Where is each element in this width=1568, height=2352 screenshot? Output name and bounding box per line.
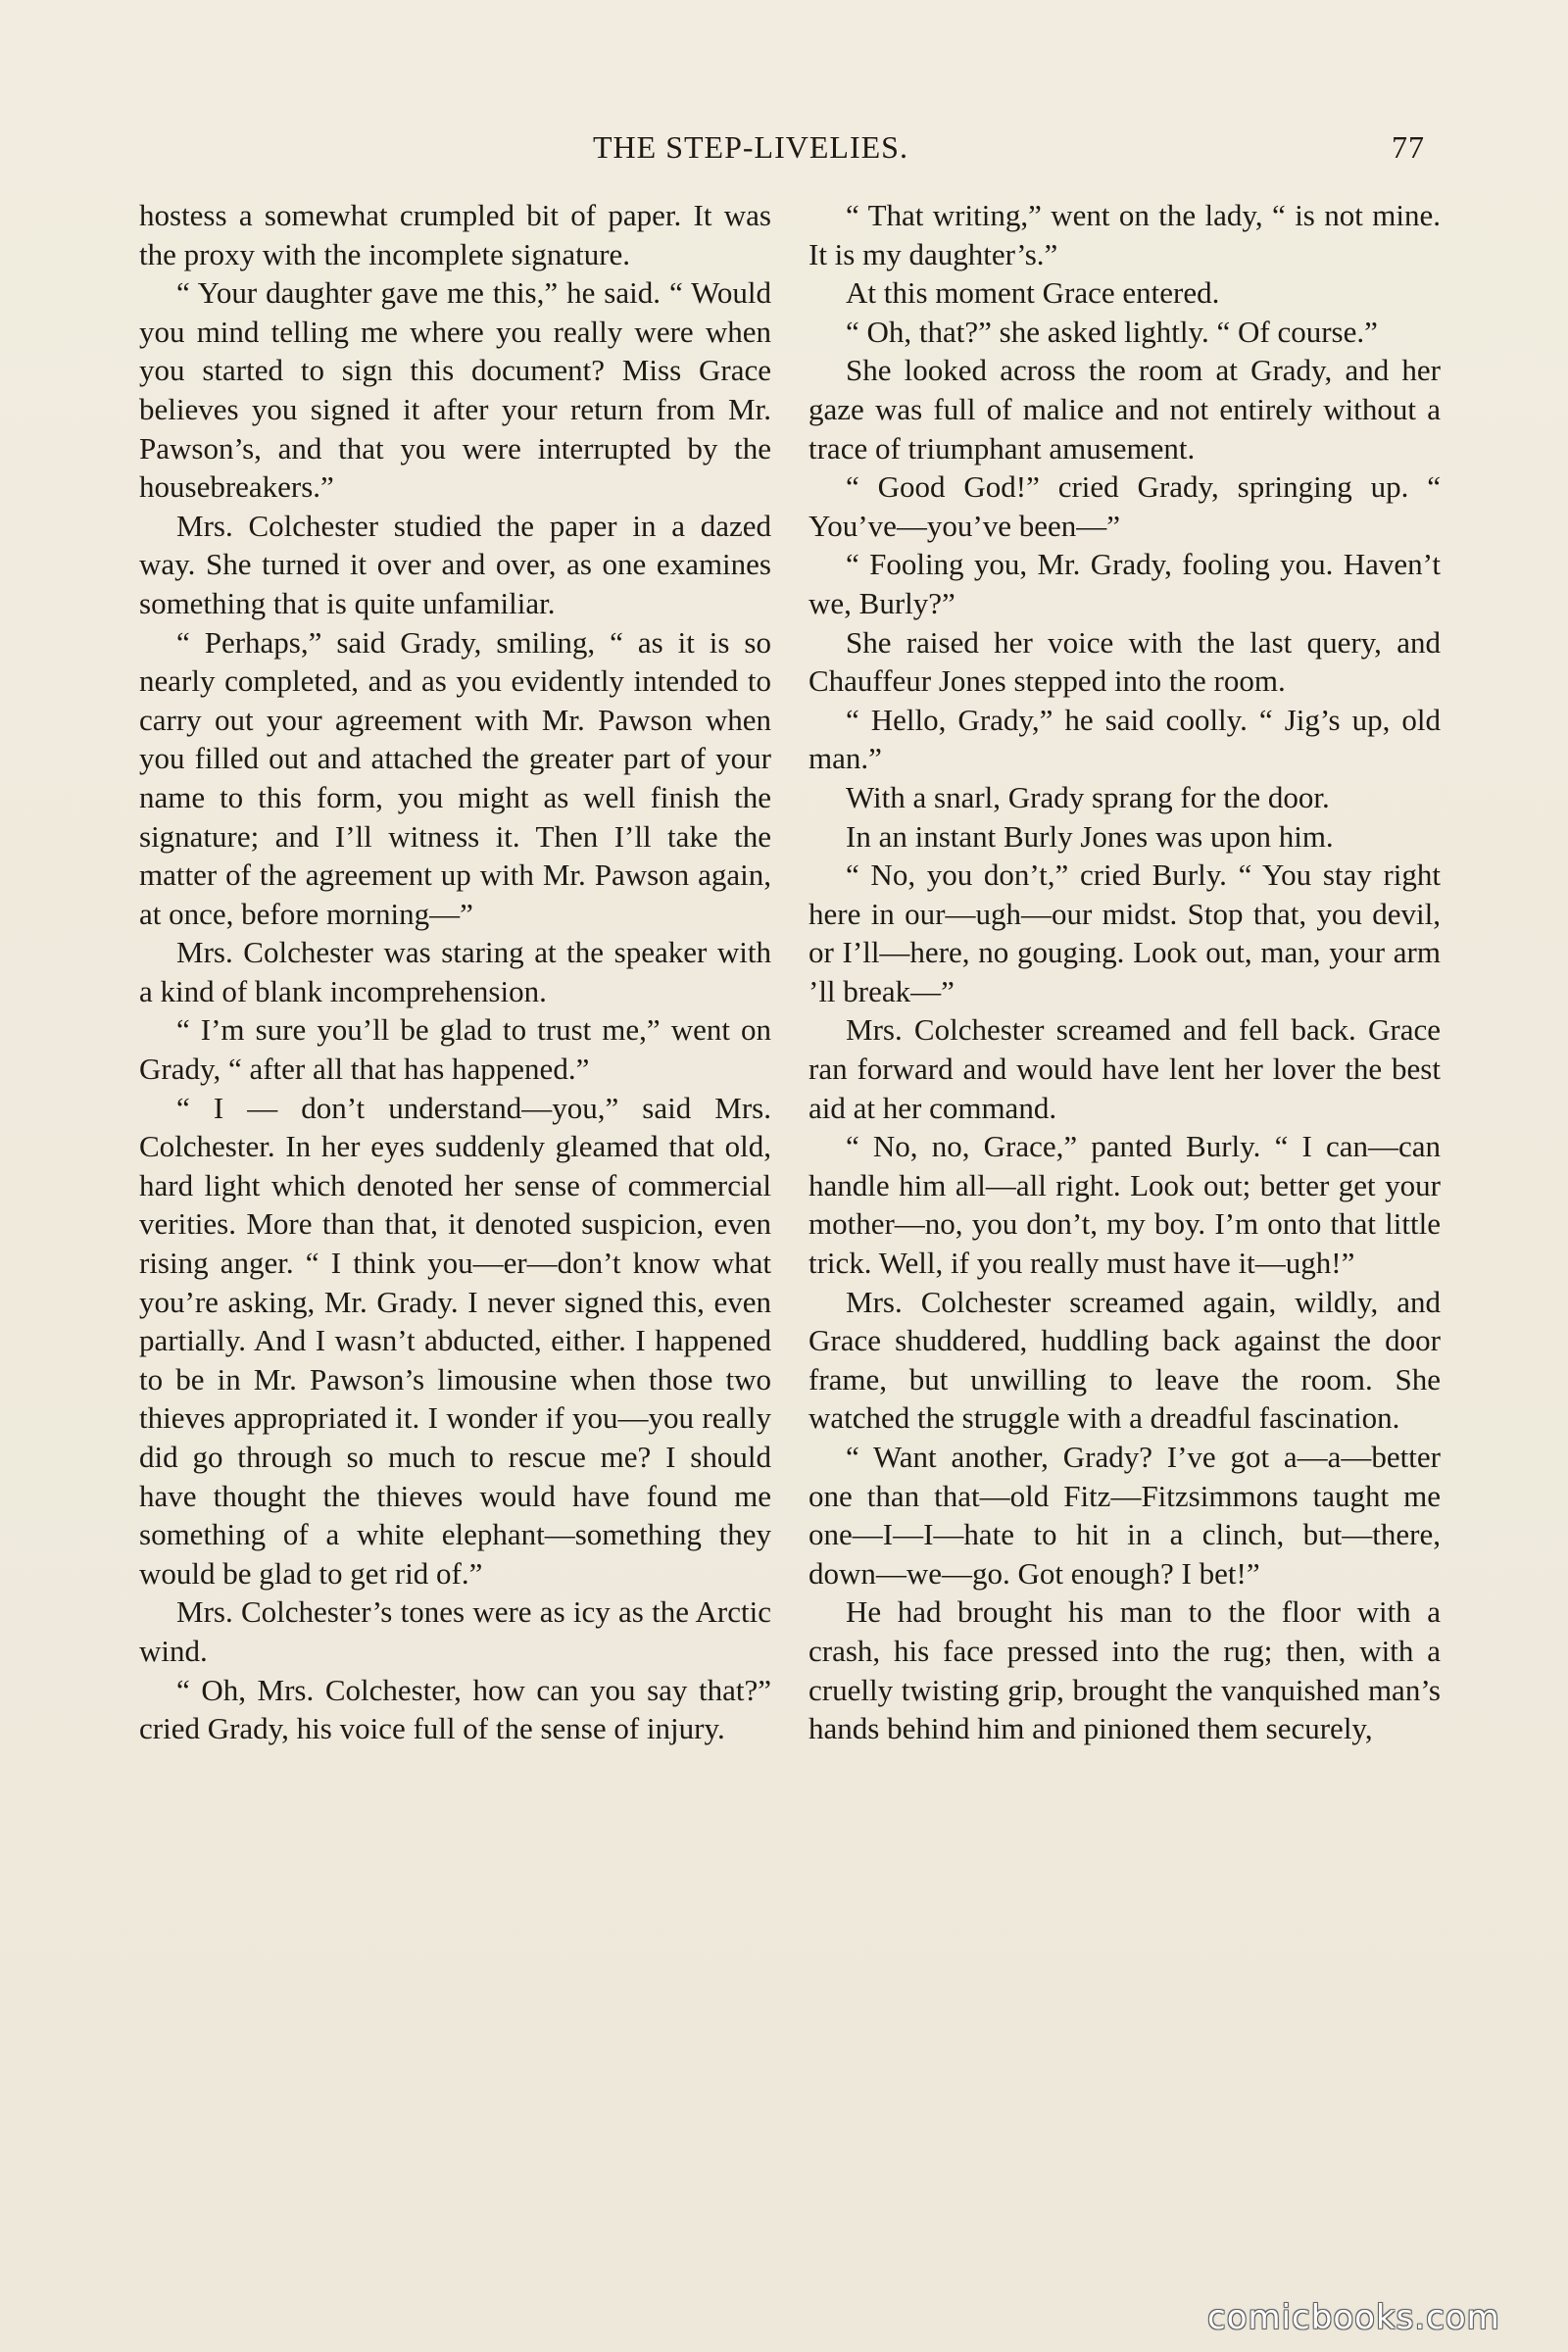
paragraph: “ Good God!” cried Grady, springing up. “ You’ve—you’ve been—”: [808, 469, 1441, 543]
paragraph: “ Hello, Grady,” he said coolly. “ Jig’s up, old man.”: [808, 702, 1441, 776]
paragraph: “ I’m sure you’ll be glad to trust me,” went on Grady, “ after all that has happened.”: [139, 1012, 771, 1087]
paragraph: Mrs. Colchester was staring at the speaker with a kind of blank incomprehension.: [139, 935, 771, 1008]
running-head: [0, 129, 1568, 178]
running-title: THE STEP-LIVELIES.: [593, 129, 908, 165]
paragraph: “ That writing,” went on the lady, “ is not mine. It is my daughter’s.”: [808, 198, 1441, 271]
paragraph: “ Perhaps,” said Grady, smiling, “ as it is so nearly completed, and as you evidently intended to carry out your agreement with Mr. Pawson when you filled out and attached the greater part of your name to this form, you might as well finish the signature; and I’ll witness it. Then I’ll take the matter of the agreement up with Mr. Pawson again, at once, before morning—”: [139, 624, 771, 931]
paragraph: He had brought his man to the floor with a crash, his face pressed into the rug; then, with a cruelly twisting grip, brought the vanquished man’s hands behind him and pinioned them securely,: [808, 1594, 1441, 1746]
paragraph: In an instant Burly Jones was upon him.: [846, 818, 1334, 854]
paragraph: With a snarl, Grady sprang for the door.: [846, 779, 1330, 814]
left-text-column: [139, 196, 771, 1748]
paragraph: Mrs. Colchester screamed and fell back. Grace ran forward and would have lent her lover the best aid at her command.: [808, 1012, 1441, 1125]
paragraph: “ Oh, that?” she asked lightly. “ Of course.”: [846, 314, 1378, 349]
paragraph: She looked across the room at Grady, and her gaze was full of malice and not entirely without a trace of triumphant amusement.: [808, 353, 1441, 466]
paragraph: hostess a somewhat crumpled bit of paper. It was the proxy with the incomplete signature.: [139, 198, 771, 271]
paragraph: Mrs. Colchester studied the paper in a dazed way. She turned it over and over, as one examines something that is quite unfamiliar.: [139, 508, 771, 620]
right-text-column: [808, 196, 1441, 1748]
page-number: 77: [1392, 129, 1425, 165]
paragraph: She raised her voice with the last query, and Chauffeur Jones stepped into the room.: [808, 624, 1441, 699]
paragraph: “ Your daughter gave me this,” he said. “ Would you mind telling me where you really were when you started to sign this document? Miss Grace believes you signed it after your return from Mr. Pawson’s, and that you were interrupted by the housebreakers.”: [139, 275, 771, 505]
paragraph: “ Oh, Mrs. Colchester, how can you say that?” cried Grady, his voice full of the sense of injury.: [139, 1672, 771, 1746]
paragraph: At this moment Grace entered.: [846, 275, 1220, 311]
watermark: comicbooks.com: [1207, 2298, 1500, 2337]
paragraph: “ Want another, Grady? I’ve got a—a—better one than that—old Fitz—Fitzsimmons taught me one—I—I—hate to hit in a clinch, but—there, down—we—go. Got enough? I bet!”: [808, 1440, 1441, 1591]
paragraph: “ No, no, Grace,” panted Burly. “ I can—can handle him all—all right. Look out; better get your mother—no, you don’t, my boy. I’m onto that little trick. Well, if you really must have it—ugh!”: [808, 1129, 1441, 1281]
paragraph: Mrs. Colchester’s tones were as icy as the Arctic wind.: [139, 1594, 771, 1668]
paragraph: Mrs. Colchester screamed again, wildly, and Grace shuddered, huddling back against the door frame, but unwilling to leave the room. She watched the struggle with a dreadful fascination.: [808, 1284, 1441, 1436]
paragraph: “ Fooling you, Mr. Grady, fooling you. Haven’t we, Burly?”: [808, 547, 1441, 620]
paragraph: “ I — don’t understand—you,” said Mrs. Colchester. In her eyes suddenly gleamed that old, hard light which denoted her sense of commercial verities. More than that, it denoted suspicion, even rising anger. “ I think you—er—don’t know what you’re asking, Mr. Grady. I never signed this, even partially. And I wasn’t abducted, either. I happened to be in Mr. Pawson’s limousine when those two thieves appropriated it. I wonder if you—you really did go through so much to rescue me? I should have thought the thieves would have found me something of a white elephant—something they would be glad to get rid of.”: [139, 1090, 771, 1591]
paragraph: “ No, you don’t,” cried Burly. “ You stay right here in our—ugh—our midst. Stop that, you devil, or I’ll—here, no gouging. Look out, man, your arm ’ll break—”: [808, 858, 1441, 1008]
